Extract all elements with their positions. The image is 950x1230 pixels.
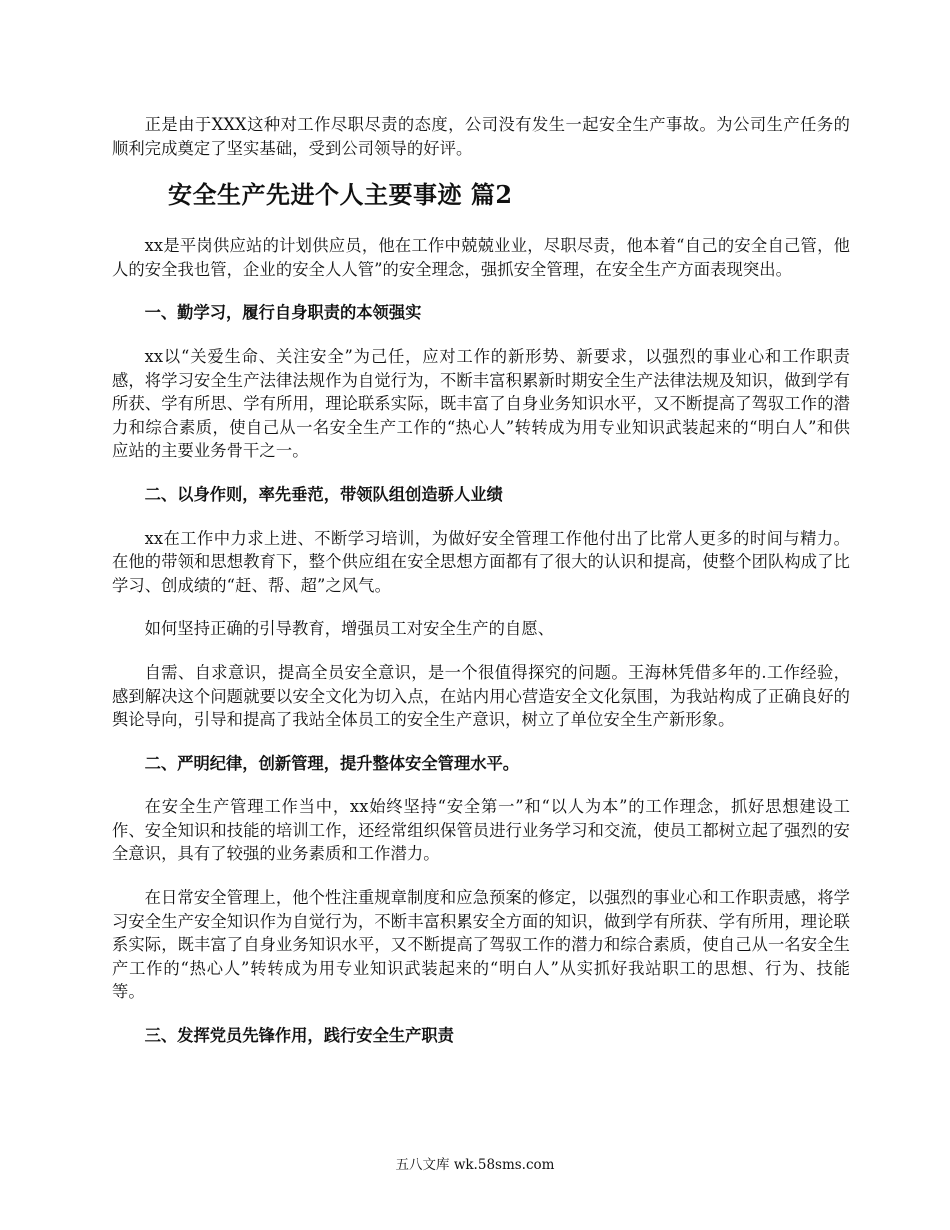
section-title: 安全生产先进个人主要事迹 篇2 [168, 180, 513, 210]
document-body [112, 113, 850, 1068]
heading-3: 二、严明纪律，创新管理，提升整体安全管理水平。 [144, 753, 520, 773]
footer-watermark: 五八文库 wk.58sms.com [395, 1157, 555, 1173]
paragraph-1: xx是平岗供应站的计划供应员，他在工作中兢兢业业，尽职尽责，他本着“自己的安全自己管，他人的安全我也管，企业的安全人人管”的安全理念，强抓安全管理，在安全生产方面表现突出。 [112, 236, 850, 279]
paragraph-5: 自需、自求意识，提高全员安全意识，是一个很值得探究的问题。王海林凭借多年的.工作经验，感到解决这个问题就要以安全文化为切入点，在站内用心营造安全文化氛围，为我站构成了正确良好的舆论导向，引导和提高了我站全体员工的安全生产意识，树立了单位安全生产新形象。 [112, 662, 850, 730]
heading-1: 一、勤学习，履行自身职责的本领强实 [144, 303, 422, 323]
intro-paragraph: 正是由于XXX这种对工作尽职尽责的态度，公司没有发生一起安全生产事故。为公司生产任务的顺利完成奠定了坚实基础，受到公司领导的好评。 [112, 115, 850, 158]
paragraph-7: 在日常安全管理上，他个性注重规章制度和应急预案的修定，以强烈的事业心和工作职责感，将学习安全生产安全知识作为自觉行为，不断丰富积累安全方面的知识，做到学有所获、学有所用，理论联系实际，既丰富了自身业务知识水平，又不断提高了驾驭工作的潜力和综合素质，使自己从一名安全生产工作的“热心人”转转成为用专业知识武装起来的“明白人”从实抓好我站职工的思想、行为、技能等。 [112, 888, 850, 1002]
heading-4: 三、发挥党员先锋作用，践行安全生产职责 [144, 1026, 454, 1046]
heading-2: 二、以身作则，率先垂范，带领队组创造骄人业绩 [144, 484, 503, 504]
paragraph-4: 如何坚持正确的引导教育，增强员工对安全生产的自愿、 [144, 619, 555, 639]
paragraph-6: 在安全生产管理工作当中，xx始终坚持“安全第一”和“以人为本”的工作理念，抓好思想建设工作、安全知识和技能的培训工作，还经常组织保管员进行业务学习和交流，使员工都树立起了强烈的安全意识，具有了较强的业务素质和工作潜力。 [112, 797, 850, 864]
paragraph-2: xx以“关爱生命、关注安全”为己任，应对工作的新形势、新要求，以强烈的事业心和工作职责感，将学习安全生产法律法规作为自觉行为，不断丰富积累新时期安全生产法律法规及知识，做到学有所获、学有所思、学有所用，理论联系实际，既丰富了自身业务知识水平，又不断提高了驾驭工作的潜力和综合素质，使自己从一名安全生产工作的“热心人”转转成为用专业知识武装起来的“明白人”和供应站的主要业务骨干之一。 [112, 346, 850, 461]
paragraph-3: xx在工作中力求上进、不断学习培训，为做好安全管理工作他付出了比常人更多的时间与精力。在他的带领和思想教育下，整个供应组在安全思想方面都有了很大的认识和提高，使整个团队构成了比学习、创成绩的“赶、帮、超”之风气。 [112, 528, 850, 595]
